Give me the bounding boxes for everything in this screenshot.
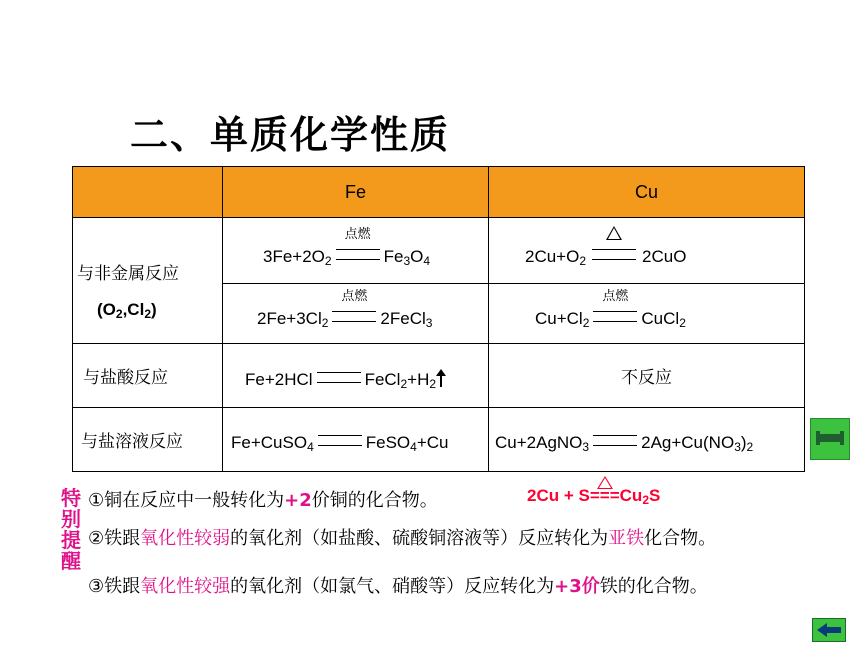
table-header-row xyxy=(73,167,805,218)
condition-ignite: 点燃 xyxy=(344,227,371,242)
page-title: 二、单质化学性质 xyxy=(130,113,451,157)
film-icon[interactable] xyxy=(810,418,850,460)
note-1: ①铜在反应中一般转化为+2价铜的化合物。 xyxy=(88,490,438,511)
eq-fe-cl2: $2Fe+3Cl_2$ 点燃 2FeCl$_3$ xyxy=(223,284,489,344)
table-row xyxy=(73,218,805,284)
heat-triangle-icon xyxy=(597,476,613,489)
label-nonmetal-text: 与非金属反应 xyxy=(77,263,179,284)
condition-ignite: 点燃 xyxy=(602,289,629,304)
heat-triangle-icon xyxy=(606,226,622,240)
eq-cu-o2: $2Cu+O_2$ 2CuO xyxy=(489,218,805,284)
header-cu: Cu xyxy=(489,167,805,218)
note-2: ②铁跟氧化性较弱的氧化剂（如盐酸、硫酸铜溶液等）反应转化为亚铁化合物。 xyxy=(88,528,717,549)
row-label-acid: 与盐酸反应 xyxy=(73,344,223,408)
eq-fe-salt: Fe+CuSO$_4$ FeSO$_4$+Cu xyxy=(223,408,489,472)
gas-up-arrow-icon xyxy=(436,369,446,387)
eq-cu-cl2: $Cu+Cl_2$ 点燃 CuCl$_2$ xyxy=(489,284,805,344)
note-3: ③铁跟氧化性较强的氧化剂（如氯气、硝酸等）反应转化为+3价铁的化合物。 xyxy=(88,576,708,597)
eq-cu-s: 2Cu + S $===Cu_2S$ xyxy=(527,486,660,507)
special-reminder-label: 特 别 提 醒 xyxy=(61,486,81,573)
label-nonmetal-reactants: $(O_2,Cl_2)$ xyxy=(97,299,157,321)
cu-no-reaction: 不反应 xyxy=(489,344,805,408)
header-fe: Fe xyxy=(223,167,489,218)
eq-fe-o2: $3Fe+2O_2$ 点燃 $Fe_3O_4$ xyxy=(223,218,489,284)
eq-cu-salt: Cu+2AgNO$_3$ $2Ag+Cu(NO_3)_2$ xyxy=(489,408,805,472)
table-row xyxy=(73,344,805,408)
table-row xyxy=(73,408,805,472)
back-arrow-icon[interactable] xyxy=(812,618,846,642)
header-empty xyxy=(73,167,223,218)
condition-ignite: 点燃 xyxy=(341,289,368,304)
row-label-salt: 与盐溶液反应 xyxy=(73,408,223,472)
row-label-nonmetal xyxy=(73,218,223,344)
eq-fe-hcl: Fe+2HCl $FeCl_2+H_2$ xyxy=(223,344,489,408)
properties-table xyxy=(72,166,805,472)
